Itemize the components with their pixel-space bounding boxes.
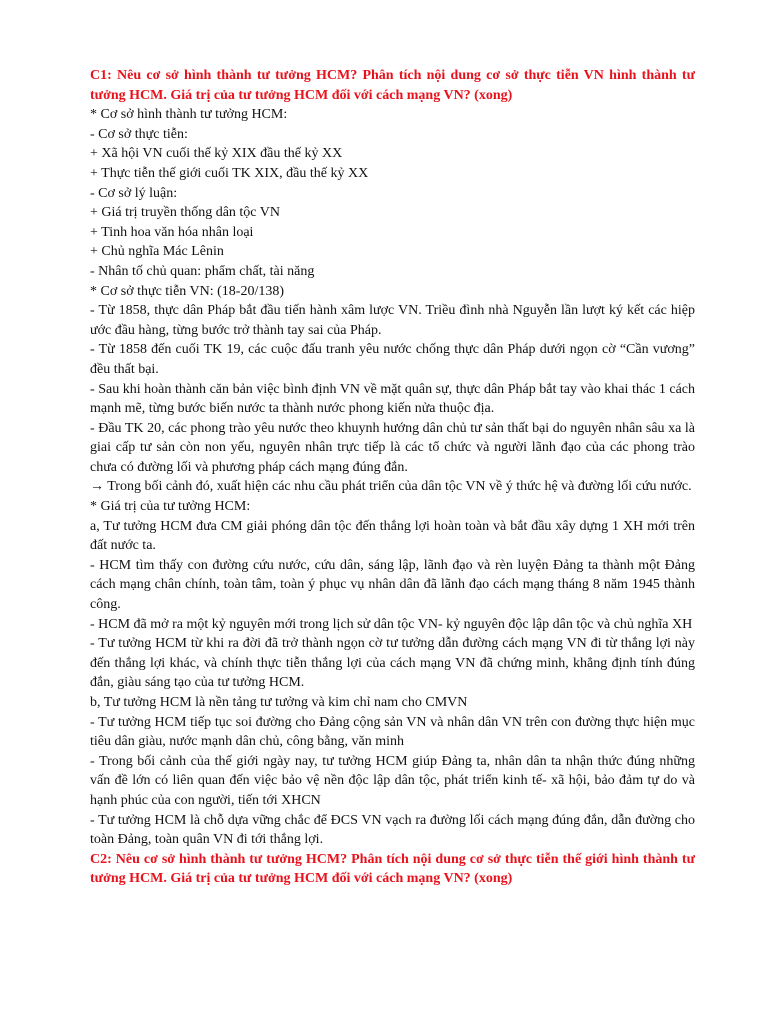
paragraph: - Từ 1858, thực dân Pháp bắt đầu tiến hành xâm lược VN. Triều đình nhà Nguyễn lần lượt ký kết các hiệp ước đầu hàng, từng bước trở thành tay sai của Pháp.	[90, 303, 695, 338]
paragraph: * Cơ sở hình thành tư tưởng HCM:	[90, 107, 288, 123]
paragraph: - HCM đã mở ra một kỷ nguyên mới trong lịch sử dân tộc VN- kỷ nguyên độc lập dân tộc và chủ nghĩa XH	[90, 616, 693, 632]
paragraph: - Cơ sở lý luận:	[90, 185, 178, 201]
paragraph: + Giá trị truyền thống dân tộc VN	[90, 205, 280, 221]
question-2-heading: C2: Nêu cơ sở hình thành tư tưởng HCM? Phân tích nội dung cơ sở thực tiễn thế giới hình thành tư tưởng HCM. Giá trị của tư tưởng HCM đối với cách mạng VN? (xong)	[90, 851, 695, 887]
paragraph: * Giá trị của tư tưởng HCM:	[90, 499, 251, 515]
document-page	[90, 66, 695, 889]
paragraph: - Từ 1858 đến cuối TK 19, các cuộc đấu tranh yêu nước chống thực dân Pháp dưới ngọn cờ “Cần vương” đều thất bại.	[90, 342, 695, 377]
paragraph: - Tư tưởng HCM từ khi ra đời đã trở thành ngọn cờ tư tưởng dẫn đường cách mạng VN đi từ thắng lợi này đến thắng lợi khác, và chính thực tiễn thắng lợi của cách mạng VN đã chứng minh, khẳng định tính đúng đắn, giàu sáng tạo của tư tưởng HCM.	[90, 636, 695, 691]
paragraph: → Trong bối cảnh đó, xuất hiện các nhu cầu phát triển của dân tộc VN về ý thức hệ và đường lối cứu nước.	[90, 479, 692, 495]
paragraph: a, Tư tưởng HCM đưa CM giải phóng dân tộc đến thắng lợi hoàn toàn và bắt đầu xây dựng 1 XH mới trên đất nước ta.	[90, 518, 695, 554]
paragraph: b, Tư tưởng HCM là nền tảng tư tưởng và kim chỉ nam cho CMVN	[90, 695, 468, 710]
paragraph: - Trong bối cảnh của thế giới ngày nay, tư tưởng HCM giúp Đảng ta, nhân dân ta nhận thức đúng những vấn đề lớn có liên quan đến việc bảo vệ nền độc lập dân tộc, phát triển kinh tế- xã hội, bảo đảm tự do và hạnh phúc của con người, tiến tới XHCN	[90, 753, 695, 808]
question-1-heading: C1: Nêu cơ sở hình thành tư tưởng HCM? Phân tích nội dung cơ sở thực tiễn VN hình thành tư tưởng HCM. Giá trị của tư tưởng HCM đối với cách mạng VN? (xong)	[90, 68, 695, 103]
paragraph: - Đầu TK 20, các phong trào yêu nước theo khuynh hướng dân chủ tư sản thất bại do nguyên nhân sâu xa là giai cấp tư sản còn non yếu, nguyên nhân trực tiếp là các tổ chức và người lãnh đạo của các phong trào chưa có đường lối và phương pháp cách mạng đúng đắn.	[90, 420, 695, 475]
paragraph: + Thực tiễn thế giới cuối TK XIX, đầu thế kỷ XX	[90, 165, 369, 181]
paragraph: - Sau khi hoàn thành căn bản việc bình định VN về mặt quân sự, thực dân Pháp bắt tay vào khai thác 1 cách mạnh mẽ, từng bước biến nước ta thành nước phong kiến nửa thuộc địa.	[90, 381, 695, 417]
paragraph: - HCM tìm thấy con đường cứu nước, cứu dân, sáng lập, lãnh đạo và rèn luyện Đảng ta thành một Đảng cách mạng chân chính, toàn tâm, toàn ý phục vụ nhân dân đã lãnh đạo cách mạng tháng 8 năm 1945 thành công.	[90, 557, 695, 613]
paragraph: - Cơ sở thực tiễn:	[90, 126, 188, 142]
paragraph: + Tinh hoa văn hóa nhân loại	[90, 224, 254, 240]
paragraph: + Chủ nghĩa Mác Lênin	[90, 244, 224, 260]
paragraph: - Nhân tố chủ quan: phẩm chất, tài năng	[90, 263, 315, 279]
paragraph: + Xã hội VN cuối thế kỷ XIX đầu thế kỷ XX	[90, 146, 343, 162]
paragraph: - Tư tưởng HCM tiếp tục soi đường cho Đảng cộng sản VN và nhân dân VN trên con đường thực hiện mục tiêu dân giàu, nước mạnh dân chủ, công bằng, văn minh	[90, 714, 695, 750]
paragraph: - Tư tưởng HCM là chỗ dựa vững chắc để ĐCS VN vạch ra đường lối cách mạng đúng đắn, dẫn đường cho toàn Đảng, toàn quân VN đi tới thắng lợi.	[90, 812, 695, 848]
paragraph: * Cơ sở thực tiễn VN: (18-20/138)	[90, 283, 285, 299]
